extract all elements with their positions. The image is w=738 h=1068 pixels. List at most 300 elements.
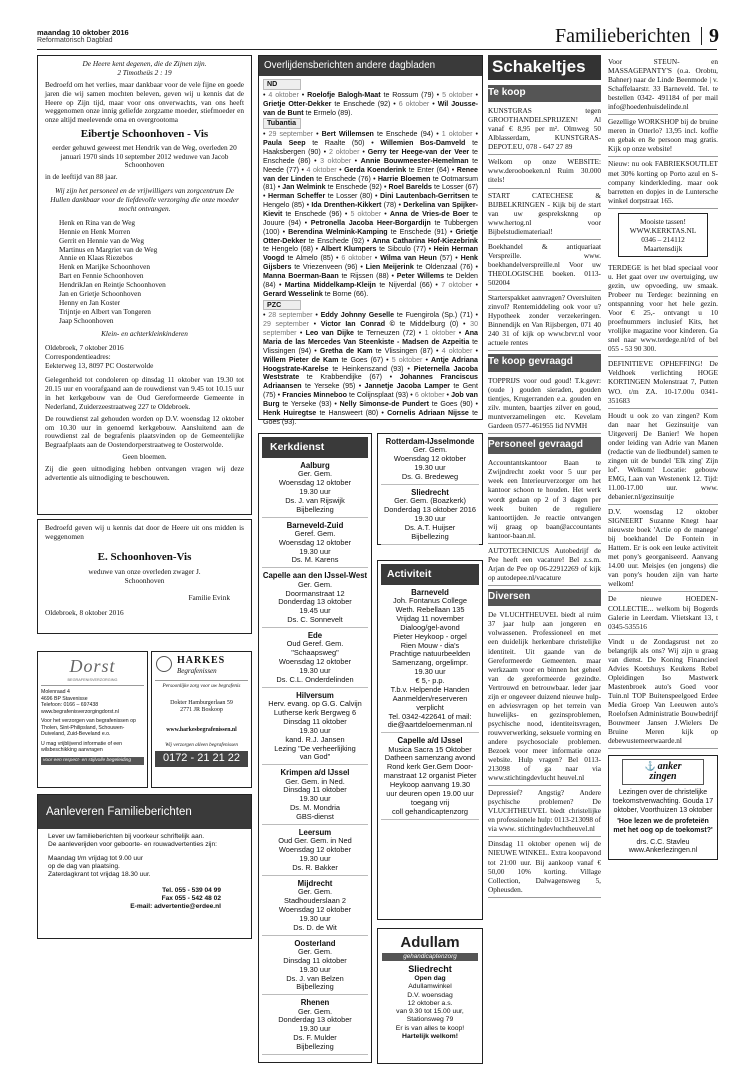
service-line: Woensdag 12 oktober — [278, 537, 352, 547]
service-title: Rotterdam-IJsselmonde — [385, 437, 475, 446]
death-date: 3 oktober — [320, 156, 352, 165]
death-place: te Hengelo (68) — [263, 245, 314, 254]
death-place: te Enter (64) — [408, 165, 450, 174]
death-place: te Enschede (92) — [308, 236, 365, 245]
service-title: Rhenen — [300, 998, 330, 1008]
service-line: Ger. Gem. in Ned. — [285, 776, 345, 786]
service-block — [262, 939, 368, 996]
death-name: Eddy Johnny Geselle — [320, 311, 395, 320]
death-name: Grietje Otter-Dekker — [263, 99, 332, 108]
anker-speaker: drs. C.C. Stavleu — [636, 838, 690, 846]
death-name: Leo van Dijke — [305, 329, 355, 338]
deceased-name: Eibertje Schoonhoven - Vis — [80, 128, 209, 141]
classified-item: Gezellige WORKSHOP bij de bruine meren in Otterlo? 13,95 incl. koffie en gebak en 8e persoon mag gratis. Kijk op onze website! — [608, 115, 718, 157]
death-date: 5 oktober — [442, 90, 473, 99]
dorst-logo: Dorst BEGRAFENISVERZORGING — [41, 655, 144, 686]
death-place: te Jouure (94) — [263, 209, 478, 227]
service-title: Capelle a/d IJssel — [397, 736, 463, 746]
header-rule — [37, 49, 717, 50]
adullam-sub: gehandicaptenzorg — [382, 953, 478, 961]
no-flowers: Geen bloemen. — [122, 452, 167, 462]
service-line: Ds. C.L. Onderdelinden — [276, 674, 354, 684]
service-line: Lezing "De verheerlijking — [274, 743, 356, 753]
corr-address: Eekterweg 13, 8097 PC Oosterwolde — [45, 361, 154, 371]
death-date: 5 oktober — [350, 209, 382, 218]
service-title: Oosterland — [294, 938, 336, 948]
notice2-family: Familie Evink — [188, 592, 230, 602]
service-line: kand. R.J. Jansen — [285, 734, 345, 744]
service-block — [262, 828, 368, 876]
dorst-address-line: 4696 BP Stavenisse — [41, 695, 88, 702]
death-place: te Fuengirola (Sp.) (71) — [396, 311, 473, 320]
service-line: Lutherse kerk Bergweg 6 — [273, 708, 357, 718]
service-block — [262, 768, 368, 825]
service-title: Hilversum — [296, 690, 334, 700]
family-member: Henk en Marijke Schoonhoven — [59, 262, 150, 272]
family-member: Henk en Rina van de Weg — [59, 217, 136, 227]
death-name: Harrie Bloemen — [377, 174, 431, 183]
adullam-lines — [378, 975, 482, 1041]
family-member: Jan en Grietje Schoonhoven — [59, 289, 142, 298]
classified-item: START CATECHESE & BIJBELKRINGEN - Kijk bij de start van uw gespreksknng op www.hertog.nl voor Bijbelstudiemateriaal! — [488, 189, 601, 240]
death-name: Jannetje Jacoba Lamper — [364, 382, 451, 391]
service-line: 19.30 uur — [299, 794, 331, 804]
death-name: Grietje Otter-Dekker — [263, 227, 478, 245]
kerktas-ad — [618, 213, 708, 257]
death-place: te Hansweert (80) — [319, 408, 379, 417]
service-line: 19.30 uur — [299, 854, 331, 864]
activiteit-box — [377, 560, 483, 920]
death-place: te Raalte (50) — [312, 139, 365, 148]
family-member: Trijntje en Albert van Tongeren — [59, 306, 151, 316]
service-line: 19.30 uur — [299, 486, 331, 496]
service-line: Joh. Fontanus College — [393, 596, 467, 606]
classified-item: Nieuw: nu ook FABRIEKSOUTLET met 30% korting op Porto azul en S-company kinderkleding. maar ook barretten en dopjes in de Luntersche winkel dorpstraat 165. — [608, 157, 718, 208]
service-block — [381, 736, 479, 819]
service-line: Woensdag 12 oktober — [278, 904, 352, 914]
aanleveren-tel: Tel. 055 - 539 04 99 — [162, 887, 221, 895]
death-name: Renee van der Linden — [263, 165, 478, 183]
service-title: Leersum — [298, 827, 332, 837]
death-name: Ida Drenthen-Kikkert — [311, 201, 382, 210]
death-place: te Delden (84) — [263, 271, 478, 289]
classified-item: Vindt u de Zondagsrust net zo belangrijk als ons? Wij zijn u graag van dienst. De Koning Financieel Advies Koetshuys Keukens Rebel Opleidingen Iso Mastwerk Mastenbroek auto's Goed voor Tuin.nl TOP Buitenspeelgoed Erdee Media Groep Van Leeuwen auto's Roelofsen Administratie Bouwbedrijf Bouwmeer Jansen J.Wielers De Bruine Meren kijk op debewustemeerwaarde.nl — [608, 635, 718, 750]
service-block — [262, 998, 368, 1055]
classified-item: D.V. woensdag 12 oktober SIGNEERT Suzanne Knegt haar nieuwste boek 'Actie op de manege' bij boekhandel De Fontein in Hattem. Er is ook een leuke activiteit met pony's georganiseerd. Aanvang 14.00 uur. Meisjes (en jongens) die van pony's houden zijn van harte welkom! — [608, 505, 718, 592]
death-name: Victor Ian Conrad © — [320, 320, 395, 329]
schakeltjes-section-head: Personeel gevraagd — [488, 437, 601, 454]
classified-item: DEFINITIEVE OPHEFFING! De Veldhoek verlichting HOGE KORTINGEN Molenstraat 7, Putten WO. t/m ZA. 10-17.00u 0341-351683 — [608, 357, 718, 408]
aanleveren-line2: De aanleverijden voor geboorte- en rouwadvertenties zijn: — [48, 841, 217, 849]
death-date: 5 oktober — [391, 355, 423, 364]
death-place: te Vriezenveen (96) — [294, 263, 358, 272]
service-line: 19.30 uur — [299, 964, 331, 974]
header-divider — [701, 27, 702, 45]
death-name: Anna Catharina Hof-Kiezebrink — [372, 236, 478, 245]
death-name: Pieternella Jacoba Weststrate — [263, 364, 478, 382]
death-entries: • 28 september • Eddy Johnny Geselle te Fuengirola (Sp.) (71) • 29 september • Victor Ian Conrad © te Middelburg (0) • 30 september • Leo van Dijke te Terneuzen (72) • 1 oktober • Ana Maria de las Mercedes Van Steenkiste - Madsen de Azpeitia te Vlissingen (94) • Gretha de Kam te Vlissingen (87) • 4 oktober • Willem Pieter de Kam te Goes (67) • 5 oktober • Antje Adriana Hoogstrate-Karelse te Heinkenszand (93) • Pieternella Jacoba Weststrate te Krabbendijke (67) • Johannes Franciscus Adriaansen te Yerseke (95) • Jannetje Jacoba Lamper te Gent (75) • Francies Minneboo te Colijnsplaat (93) • 6 oktober • Job van Burg te Yerseke (93) • Nelly Simonse-de Pundert te Goes (90) • Henk Huiregtse te Hansweert (80) • Cornelis Adriaan Nijsse te Goes (93). — [263, 311, 479, 426]
service-line: 19.30 uur — [414, 667, 446, 677]
kerktas-line: WWW.KERKTAS.NL — [629, 225, 697, 235]
service-line: 19.30 uur — [299, 546, 331, 556]
harkes-emblem-icon — [156, 656, 172, 672]
death-name: Johannes Franciscus Adriaansen — [263, 373, 478, 391]
death-name: Berendina Welmink-Kamping — [288, 227, 388, 236]
notice2-bio: weduwe van onze overleden zwager J. Schoonhoven — [88, 567, 201, 586]
death-name: Albert Klumpers — [320, 245, 377, 254]
page-number: 9 — [709, 25, 719, 47]
death-place: te Sibculo (77) — [379, 245, 427, 254]
service-info: De rouwdienst zal gehouden worden op D.V. woensdag 12 oktober om 10.30 uur in genoemd kerkgebouw. Aansluitend aan de rouwdienst zal de begrafenis plaatsvinden op de Gemeentelijke Begraafplaats aan de Oostendorperstraatweg te Oosterwolde. — [45, 413, 244, 450]
adullam-logo: Adullam — [400, 934, 460, 951]
death-name: Petronella Jacoba Heer-Borgardijn — [310, 218, 431, 227]
death-place: te Enschede (76) — [316, 174, 371, 183]
death-notice-eibertje — [37, 55, 252, 515]
death-name: Francies Minneboo — [282, 391, 347, 400]
service-line: Ger. Gem. (Boazkerk) — [394, 496, 466, 506]
death-name: Lien Meijerink — [365, 263, 414, 272]
col4-items-2 — [608, 261, 718, 749]
death-name: Derkelina van Spijker-Kievit — [263, 201, 478, 218]
aanleveren-fax: Fax 055 - 542 48 02 — [161, 895, 221, 903]
corr-label: Correspondentieadres: — [45, 352, 111, 362]
service-line: GBS-dienst — [296, 812, 334, 822]
service-line: Samenzang, orgelimpr. — [392, 658, 468, 668]
service-line: verplicht — [416, 702, 444, 712]
death-place: te Goes (67) — [341, 355, 384, 364]
death-name: Ana Maria de las Mercedes Van Steenkiste - Madsen de Azpeitia — [263, 329, 478, 346]
death-place: te Enschede (91) — [390, 227, 447, 236]
harkes-address1: Dokter Hamburgerlaan 59 — [170, 700, 233, 707]
service-line: Musica Sacra 15 Oktober — [388, 744, 472, 754]
column-four — [608, 55, 718, 1065]
service-title: Barneveld-Zuid — [286, 520, 344, 530]
death-name: Jan Welmink — [282, 183, 326, 192]
death-place: te Vlissingen (94) — [263, 338, 478, 355]
family-member: Henny en Jan Koster — [59, 297, 120, 307]
family-member: Annie en Klaas Riezebos — [59, 253, 133, 263]
service-line: 19.30 uur — [299, 666, 331, 676]
service-block — [262, 571, 368, 628]
service-line: Ds. M. Mondria — [289, 803, 341, 813]
service-line: Vrijdag 11 november — [396, 613, 464, 623]
death-place: te Ermelo (89). — [305, 108, 353, 117]
family-member: HendrikJan en Reintje Schoonhoven — [59, 280, 166, 290]
service-line: Ger. Gem. — [412, 445, 448, 455]
service-line: Rien Mouw - dia's — [400, 640, 460, 650]
service-line: Ger. Gem. — [297, 469, 333, 479]
death-place: te Ootmarsum (81) — [263, 174, 478, 192]
notice2-name: E. Schoonhoven-Vis — [97, 550, 192, 563]
service-line: 19.30 uur — [299, 1024, 331, 1034]
classified-item: TERDEGE is het blad speciaal voor u. Het gaat over uw overtuiging, uw gezin, uw opvoeding, uw smaak. Probeer nu Terdege: bezinning en ontspanning voor het hele gezin. Voor € 25,- ontvangt u 10 proefnummers inclusief Kits, het vrolijke magazine voor kinderen. Ga snel naar www.terdege.nl/rd of bel 055 - 53 90 300. — [608, 261, 718, 357]
death-entries: • 29 september • Bert Willemsen te Enschede (94) • 1 oktober • Paula Seep te Raalte (50) • Willemien Bos-Damveld te Haaksbergen (90) • 2 oktober • Gerry ter Heege-van der Veer te Enschede (86) • 3 oktober • Annie Bouwmeester-Hemelman te Neede (77) • 4 oktober • Gerda Koenderink te Enter (64) • Renee van der Linden te Enschede (76) • Harrie Bloemen te Ootmarsum (81) • Jan Welmink te Enschede (92) • Roel Barelds te Losser (67) • Herman Scheffer te Losser (80) • Dini Lautenbach-Gerritsen te Hengelo (85) • Ida Drenthen-Kikkert (78) • Derkelina van Spijker-Kievit te Enschede (96) • 5 oktober • Anna de Vries-de Boer te Jouure (94) • Petronella Jacoba Heer-Borgardijn te Tubbergen (100) • Berendina Welmink-Kamping te Enschede (91) • Grietje Otter-Dekker te Enschede (92) • Anna Catharina Hof-Kiezebrink te Hengelo (68) • Albert Klumpers te Sibculo (77) • Hein Herman Voogd te Almelo (85) • 6 oktober • Wilma van Heun (57) • Henk Gijsbers te Vriezenveen (96) • Lien Meijerink te Oldenzaal (76) • Manna Boerman-Baan te Rijssen (88) • Peter Willems te Delden (84) • Martina Middelkamp-Kleijn te Nijverdal (66) • 7 oktober • Gerard Wesselink te Borne (66). — [263, 130, 479, 298]
death-entries: • 4 oktober • Roelofje Balogh-Maat te Rossum (79) • 5 oktober • Grietje Otter-Dekker te Enschede (92) • 6 oktober • Wil Jousse-van de Bunt te Ermelo (89). — [263, 90, 479, 117]
dorst-address-line: www.begrafenisverzorgingdorst.nl — [41, 708, 119, 715]
schakeltjes-title: Schakeltjes — [488, 55, 601, 80]
service-line: Dinsdag 11 oktober — [283, 955, 347, 965]
death-name: Manna Boerman-Baan — [263, 271, 339, 280]
service-line: Bijbellezing — [296, 1042, 334, 1052]
dorst-address-line: Molenraad 4 — [41, 689, 70, 696]
service-line: Oud Geref. Gem. — [286, 639, 344, 649]
death-place: te Rossum (79) — [383, 90, 434, 99]
overlijden-box — [258, 55, 483, 426]
col4-items — [608, 55, 718, 209]
thanks-text: Wij zijn het personeel en de vrijwilligers van zorgcentrum De Hullen dankbaar voor de liefdevolle verzorging die onze moeder mocht ontvangen. — [50, 186, 239, 213]
aanleveren-line4: op de dag van plaatsing. — [48, 863, 120, 871]
family-member: Jaap Schoonhoven — [59, 315, 114, 325]
death-name: Wilma van Heun — [380, 254, 437, 263]
death-name: Henk Huiregtse — [263, 408, 317, 417]
harkes-logo-sub: Begrafenissen — [177, 667, 217, 676]
death-place: te Nijverdal (66) — [379, 280, 433, 289]
service-line: 19.45 uur — [299, 606, 331, 616]
adullam-line: 12 oktober a.s. — [407, 999, 453, 1007]
source-label: Tubantia — [263, 118, 301, 129]
service-line: Aanmelden/reserveren — [392, 693, 468, 703]
service-line: Oud Ger. Gem. in Ned — [278, 836, 352, 846]
death-name: Willem Pieter de Kam — [263, 355, 339, 364]
service-title: Aalburg — [300, 460, 330, 470]
classified-item: Depressief? Angstig? Andere psychische problemen? De VLUCHTHEUVEL biedt christelijke en professionele hulp: 0113-213098 of via www. stichtingdevluchtheuvel.nl — [488, 786, 601, 837]
service-line: Ger. Gem. — [297, 887, 333, 897]
service-title: Capelle aan den IJssel-West — [262, 571, 368, 581]
service-line: Donderdag 13 oktober 2016 — [383, 505, 477, 515]
kerktas-line: 0346 – 214112 — [641, 234, 685, 244]
death-name: Martina Middelkamp-Kleijn — [284, 280, 376, 289]
notice2-intro: Bedroefd geven wij u kennis dat door de Heere uit ons midden is weggenomen — [45, 523, 244, 541]
kerktas-line: Mooiste tassen! — [639, 216, 686, 226]
classified-item: De nieuwe HOEDEN-COLLECTIE... welkom bij Bogerds Galerie in Leerdam. Vlietskant 13, t 0345-535516 — [608, 592, 718, 634]
anker-quote: 'Hoe lezen we de profeteiën met het oog op de toekomst?' — [613, 818, 713, 834]
aanleveren-box — [37, 794, 252, 939]
classified-item: Dinsdag 11 oktober openen wij de NIEUWE WINKEL. Extra koopavond tot 21:00 uur. Bij aankoop vanaf € 50,00 10% korting. Village Collection, Dalwagensweg 5, Opheusden. — [488, 837, 601, 897]
family-member: Gerrit en Hennie van de Weg — [59, 235, 144, 245]
death-place: te Goes (93). — [263, 408, 478, 426]
harkes-website[interactable]: www.harkesbegrafenissen.nl — [166, 726, 237, 733]
family-member: Hennie en Henk Morren — [59, 226, 131, 236]
death-place: te Enschede (96) — [285, 209, 342, 218]
deceased-age: in de leeftijd van 88 jaar. — [45, 172, 118, 182]
classified-item: Voor STEUN- en MASSAGEPANTY'S (o.a. Orobtu, Bahner) naar de Linde Beenmode | v. Schaffelaarstr. 33 Barneveld. Tel. te bestellen 0342- 491184 of per mail info@hoedenhuisdelinde.nl — [608, 55, 718, 115]
service-line: Woensdag 12 oktober — [278, 478, 352, 488]
harkes-phone: 0172 - 21 21 22 — [155, 751, 248, 766]
death-name: Job van Burg — [263, 391, 478, 409]
service-line: Ger. Gem. — [297, 1006, 333, 1016]
kerkdienst-title: Kerkdienst — [262, 437, 368, 458]
service-line: Ger. Gem. — [297, 946, 333, 956]
death-date: 1 oktober — [441, 130, 473, 139]
death-place: te Borne (66). — [324, 289, 369, 298]
service-line: € 5,- p.p. — [415, 676, 445, 686]
activiteit-list — [378, 588, 482, 820]
death-place: (57) — [439, 254, 453, 263]
schakeltjes-list — [488, 85, 601, 898]
kerktas-line: Maartensdijk — [643, 243, 683, 253]
service-line: Dinsdag 11 oktober — [283, 785, 347, 795]
anchor-icon: ⚓ — [644, 761, 656, 772]
service-line: Ds. J. van Belzen — [286, 973, 344, 983]
death-name: Dini Lautenbach-Gerritsen — [379, 192, 470, 201]
service-block — [262, 691, 368, 765]
adullam-line: Adullamwinkel — [408, 983, 452, 991]
death-name: Herman Scheffer — [267, 192, 326, 201]
adullam-title: Sliedrecht — [408, 963, 452, 974]
classified-item: Houdt u ook zo van zingen? Kom dan naar het Gezinsuitje van Uitgeverij De Banier! We hopen onder leiding van Adrie van Manen (redactie van de liedbundel) samen te zingen uit de bundel 'Elk zing' Zijn lof'. Welkom! Locatie: gebouw EMG, Laan van Westenenk 12. Tijd: 11.00-17.00 uur. www. debanier.nl/gezinsuitje — [608, 409, 718, 505]
harkes-tagline: Persoonlijke zorg voor uw begrafenis — [155, 680, 248, 689]
service-line: Prachtige natuurbeelden — [389, 649, 471, 659]
aanleveren-email[interactable]: E-mail: advertentie@erdee.nl — [130, 903, 221, 911]
classified-item: Accountantskantoor Baan te Zwijndrecht zoekt voor 5 uur per week een Interieurverzorger om het kantoor schoon te houden. Het werk wordt gedaan op 2 of 3 dagen per week buiten de reguliere kantoortijden. Je reactie ontvangen wij graag op baan@accountants kantoor-baan.nl. — [488, 456, 601, 543]
death-place: te Krabbendijke (67) — [306, 373, 382, 382]
anker-text: Lezingen over de christelijke toekomstverwachting. Gouda 17 oktober, Voorthuizen 13 oktober — [612, 789, 714, 814]
notice2-place: Oldebroek, 8 oktober 2016 — [45, 607, 124, 617]
death-place: te Enschede (86) — [263, 147, 478, 165]
service-block — [381, 488, 479, 545]
service-block — [381, 588, 479, 733]
death-place: te Enschede (92) — [334, 99, 391, 108]
service-line: uur deuren open 19.00 uur — [386, 788, 474, 798]
death-place: te Haaksbergen (90) — [263, 139, 478, 156]
anker-logo: ⚓ anker zingen — [622, 759, 704, 785]
death-place: te Yerseke (95) — [304, 382, 356, 391]
death-date: 2 oktober — [328, 147, 360, 156]
family-list — [59, 219, 244, 326]
death-name: Roel Barelds — [388, 183, 432, 192]
adullam-line: Hartelijk welkom! — [402, 1032, 458, 1040]
service-line: Woensdag 12 oktober — [278, 845, 352, 855]
activiteit-title: Activiteit — [381, 564, 479, 585]
death-name: Gerard Wesselink — [263, 289, 323, 298]
death-name: Bert Willemsen — [321, 130, 374, 139]
service-block — [262, 521, 368, 569]
adullam-line: Stationsweg 79 — [406, 1016, 454, 1024]
death-date: 6 oktober — [341, 254, 372, 263]
death-name: Antje Adriana Hoogstrate-Karelse — [263, 355, 478, 373]
service-line: Herv. evang. op G.G. Calvijn — [268, 699, 362, 709]
death-name: Wil Jousse-van de Bunt — [263, 99, 479, 117]
bible-verse: De Heere kent degenen, die de Zijnen zijn. — [82, 59, 207, 68]
service-line: coll gehandicaptenzorg — [391, 806, 468, 816]
invite-note: Zij die geen uitnodiging hebben ontvangen vragen wij deze advertentie als uitnodiging te beschouwen. — [45, 464, 244, 483]
service-line: Ds. J. van Rijswijk — [285, 495, 345, 505]
service-line: manstraat 12 organist Pieter — [383, 771, 477, 781]
service-line: 19.30 uur — [414, 463, 446, 473]
classified-item: AUTOTECHNICUS Autobedrijf de Pee heeft een vacature! Bel z.s.m. Arjan de Pee op 06-22912269 of kijk op autodepee.nl/vacature — [488, 544, 601, 586]
service-line: "Schaapsweg" — [291, 648, 339, 658]
dorst-address — [41, 689, 144, 715]
classified-item: Welkom op onze WEBSITE: www.derooboeken.nl Ruim 30.000 titels! — [488, 155, 601, 188]
schakeltjes-section-head: Te koop gevraagd — [488, 354, 601, 371]
adullam-line: Er is van alles te koop! — [395, 1024, 465, 1032]
death-date: 7 oktober — [441, 280, 473, 289]
service-line: 19.30 uur — [414, 513, 446, 523]
service-line: 19.30 uur — [299, 725, 331, 735]
service-line: Ds. C. Sonnevelt — [287, 615, 343, 625]
kerkdienst-box — [258, 433, 372, 1063]
service-line: Doormanstraat 12 — [285, 588, 345, 598]
death-place: te Vlissingen (87) — [375, 346, 433, 355]
death-name: Peter Willems — [396, 271, 445, 280]
death-place: te Terneuzen (72) — [357, 329, 416, 338]
death-date: 29 september — [263, 320, 310, 329]
death-place: te Rijssen (88) — [341, 271, 389, 280]
service-title: Krimpen a/d IJssel — [280, 768, 350, 778]
death-name: Annie Bouwmeester-Hemelman — [360, 156, 469, 165]
death-place: te Enschede (92) — [327, 183, 382, 192]
harkes-note: Wij verzorgen alleen begrafenissen — [165, 741, 238, 748]
service-line: die@aartdeloemenman.nl — [387, 720, 473, 730]
notice-intro: Bedroefd om het verlies, maar dankbaar voor de vele fijne en goede jaren die wij samen mochten beleven, geven wij u kennis dat de Heere op Zijn tijd, maar voor ons onverwachts, van ons heeft weggenomen onze innig geliefde zorgzame moeder, stiefmoeder en onze altijd meelevende oma en overgrootoma — [45, 79, 244, 125]
adullam-line: Open dag — [414, 974, 446, 982]
death-name: Hein Herman Voogd — [263, 245, 478, 263]
service-line: Ds. D. de Wit — [293, 922, 337, 932]
death-place: te Middelburg (0) — [399, 320, 459, 329]
death-date: 4 oktober — [441, 346, 473, 355]
death-name: Anna de Vries-de Boer — [389, 209, 469, 218]
death-place: te Enschede (94) — [376, 130, 434, 139]
aanleveren-title: Aanleveren Familieberichten — [38, 795, 251, 829]
service-title: Ede — [307, 631, 323, 641]
death-name: Gretha de Kam — [319, 346, 373, 355]
service-line: Bijbellezing — [411, 531, 449, 541]
death-name: Henk Gijsbers — [263, 254, 478, 272]
kerkdienst-list — [259, 461, 371, 1055]
death-place: te Heinkenszand (93) — [332, 364, 404, 373]
service-line: Heykoop aanvang 19.30 — [389, 780, 471, 790]
death-date: 6 oktober — [398, 99, 430, 108]
anker-website[interactable]: www.Ankerlezingen.nl — [628, 847, 698, 855]
service-line: Geref. Gem. — [294, 528, 336, 538]
death-place: te Losser (67) — [434, 183, 478, 192]
schakeltjes-section-head: Diversen — [488, 589, 601, 606]
section-title: Familieberichten — [555, 25, 691, 47]
death-place: te Colijnsplaat (93) — [348, 391, 409, 400]
classified-item: TOPPRIJS voor oud goud! T.k.gevr: (oude ) gouden sieraden, gouden tientjes, Krugerranden e.a. gouden en zilv. munten, baartjes zilver en goud, muntverzamelingen etc. Kevelam Gardeen 0577-461955 lid NVMH — [488, 374, 601, 434]
death-place: te Goes (90) — [431, 400, 473, 409]
service-line: Stadhouderslaan 2 — [283, 896, 347, 906]
service-line: Ds. R. Bakker — [292, 862, 338, 872]
grandchildren: Klein- en achterkleinkinderen — [101, 328, 188, 338]
service-line: Woensdag 12 oktober — [278, 657, 352, 667]
service-line: Bijbellezing — [296, 982, 334, 992]
classified-item: KUNSTGRAS tegen GROOTHANDELSPRIJZEN! Al vanaf € 8,95 per m². Olmweg 50 Alblasserdam, KUNSTGRAS-DEPOT.EU, 078 - 647 27 89 — [488, 104, 601, 155]
service-block — [262, 461, 368, 518]
bible-reference: 2 Timotheüs 2 : 19 — [117, 67, 172, 77]
death-place: te Losser (80) — [327, 192, 373, 201]
death-date: 4 oktober — [268, 90, 299, 99]
schakeltjes-section-head: Te koop — [488, 85, 601, 102]
service-line: 19.30 uur — [299, 913, 331, 923]
family-member: Bart en Fennie Schoonhoven — [59, 271, 144, 281]
service-line: Dinsdag 11 oktober — [283, 716, 347, 726]
service-line: Ds. M. Karens — [291, 555, 339, 565]
anker-ad — [608, 755, 718, 860]
source-label: PZC — [263, 300, 301, 311]
classified-item: De VLUCHTHEUVEL biedt al ruim 37 jaar hulp aan jongeren en volwassenen. Professioneel en met een duidelijk herkenbare christelijke identiteit. Uit gaande van de Gereformeerde Gemeenten. maar werkzaam voor en binnen het geheel van de gereformeerde gezindte. Vertrouwd en betrouwbaar. leder jaar zijn er ongeveer duizend nieuwe hulp- en adviesvragen op het terrein van huwelijks- en gezinsproblemen, psychische nood, identiteitsvragen, rouwverwerking, seksuele vorming en andere psychosociale problemen. Bezoek voor meer informatie onze website. Hulp vragen? Bel 0113-213098 of ga naar via www.stichtingdevlucht heuvel.nl — [488, 608, 601, 786]
dorst-slogan: voor een respect- en stijlvolle begeleiding — [41, 757, 144, 765]
dorst-text2: U mag vrijblijvend informatie of een wilsbeschikking aanvragen — [41, 740, 123, 754]
adullam-ad — [377, 928, 483, 1064]
harkes-address2: 2771 JR Boskoop — [180, 707, 223, 714]
header-date: maandag 10 oktober 2016 — [37, 28, 129, 37]
classified-item: Starterspakket aanvragen? Oversluiten zinvol? Rentemiddeling ook voor u? Hypotheek zonder verzekeringen. Binnendijk en Van Rijsbergen, 071 40 240 31 of kijk op www.brvr.nl voor actuele rentes — [488, 291, 601, 351]
death-name: Willemien Bos-Damveld — [380, 139, 466, 148]
service-line: T.b.v. Helpende Handen — [390, 684, 470, 694]
adullam-line: van 9.30 tot 15.00 uur, — [396, 1008, 464, 1016]
service-line: toegang vrij — [410, 797, 450, 807]
